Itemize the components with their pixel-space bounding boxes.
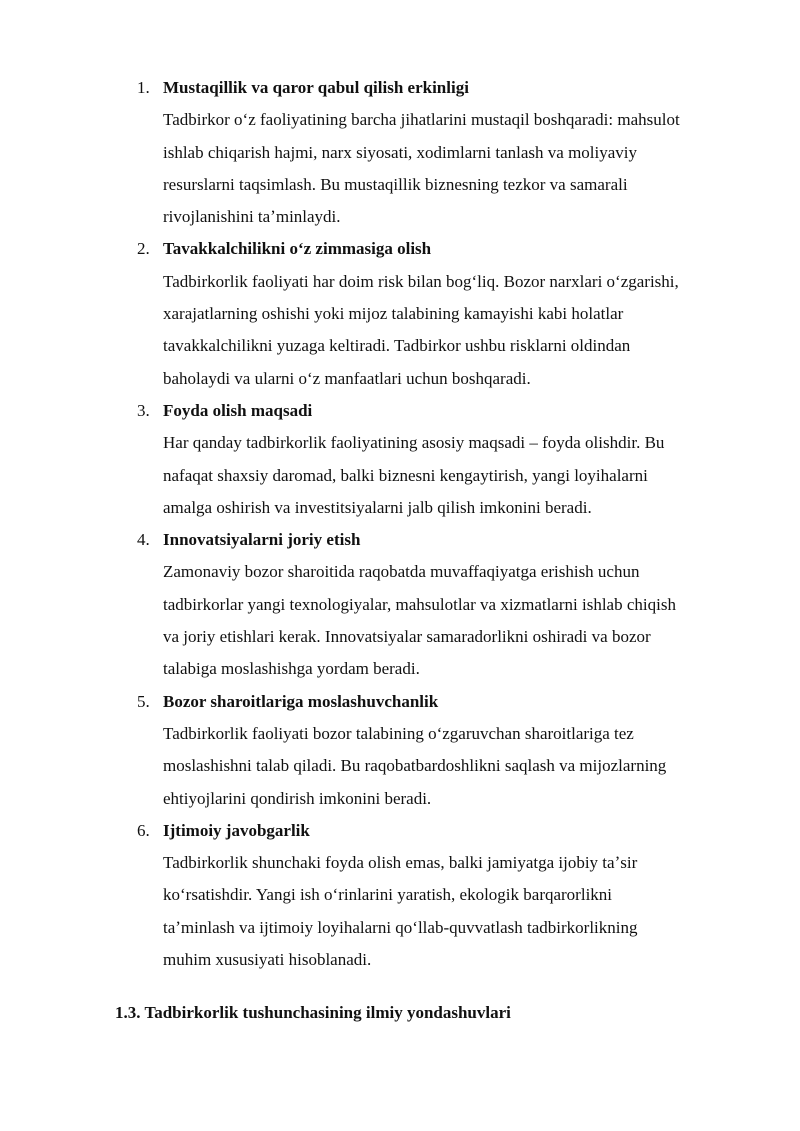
list-item-title: Tavakkalchilikni oʻz zimmasiga olish — [163, 239, 432, 259]
list-item-title: Innovatsiyalarni joriy etish — [163, 530, 361, 550]
numbered-list — [0, 72, 800, 976]
list-item-body: Har qanday tadbirkorlik faoliyatining asosiy maqsadi – foyda olishdir. Bu nafaqat shaxsiy daromad, balki biznesni kengaytirish, yangi loyihalarni amalga oshirish va investitsiyalarni jalb qilish imkonini beradi. — [163, 433, 665, 517]
list-item-body: Tadbirkorlik faoliyati har doim risk bilan bogʻliq. Bozor narxlari oʻzgarishi, xarajatlarning oshishi yoki mijoz talabining kamayishi kabi holatlar tavakkalchilikni yuzaga keltiradi. Tadbirkor ushbu risklarni oldindan baholaydi va ularni oʻz manfaatlari uchun boshqaradi. — [163, 271, 679, 388]
list-item-number: 5. — [137, 691, 150, 711]
list-item-number: 6. — [137, 820, 150, 840]
list-item-body: Tadbirkorlik faoliyati bozor talabining oʻzgaruvchan sharoitlariga tez moslashishni talab qiladi. Bu raqobatbardoshlikni saqlash va mijozlarning ehtiyojlarini qondirish imkonini beradi. — [163, 723, 667, 808]
list-item-number: 1. — [137, 78, 150, 97]
list-item — [0, 395, 800, 524]
list-item — [0, 233, 800, 394]
list-item — [0, 686, 800, 815]
list-item — [0, 815, 800, 976]
list-item-body: Tadbirkorlik shunchaki foyda olish emas, balki jamiyatga ijobiy taʼsir koʻrsatishdir. Yangi ish oʻrinlarini yaratish, ekologik barqarorlikni taʼminlash va ijtimoiy loyihalarni qoʻllab-quvvatlash tadbirkorlikning muhim xususiyati hisoblanadi. — [163, 853, 638, 970]
list-item — [0, 524, 800, 685]
list-item-title: Mustaqillik va qaror qabul qilish erkinligi — [163, 78, 469, 97]
list-item-title: Foyda olish maqsadi — [163, 400, 313, 420]
list-item-title: Ijtimoiy javobgarlik — [163, 820, 310, 840]
list-item-title: Bozor sharoitlariga moslashuvchanlik — [163, 691, 439, 711]
list-item-body: Zamonaviy bozor sharoitida raqobatda muvaffaqiyatga erishish uchun tadbirkorlar yangi texnologiyalar, mahsulotlar va xizmatlarni ishlab chiqish va joriy etishlari kerak. Innovatsiyalar samaradorlikni oshiradi va bozor talabiga moslashishga yordam beradi. — [163, 562, 676, 679]
list-item-number: 4. — [137, 530, 150, 550]
list-item-body: Tadbirkor oʻz faoliyatining barcha jihatlarini mustaqil boshqaradi: mahsulot ishlab chiqarish hajmi, narx siyosati, xodimlarni tanlash va moliyaviy resurslarni taqsimlash. Bu mustaqillik biznesning tezkor va samarali rivojlanishini taʼminlaydi. — [163, 110, 680, 227]
list-item-number: 3. — [137, 400, 150, 420]
section-heading: 1.3. Tadbirkorlik tushunchasining ilmiy yondashuvlari — [115, 1003, 511, 1022]
list-item — [0, 72, 800, 233]
list-item-number: 2. — [137, 239, 150, 259]
